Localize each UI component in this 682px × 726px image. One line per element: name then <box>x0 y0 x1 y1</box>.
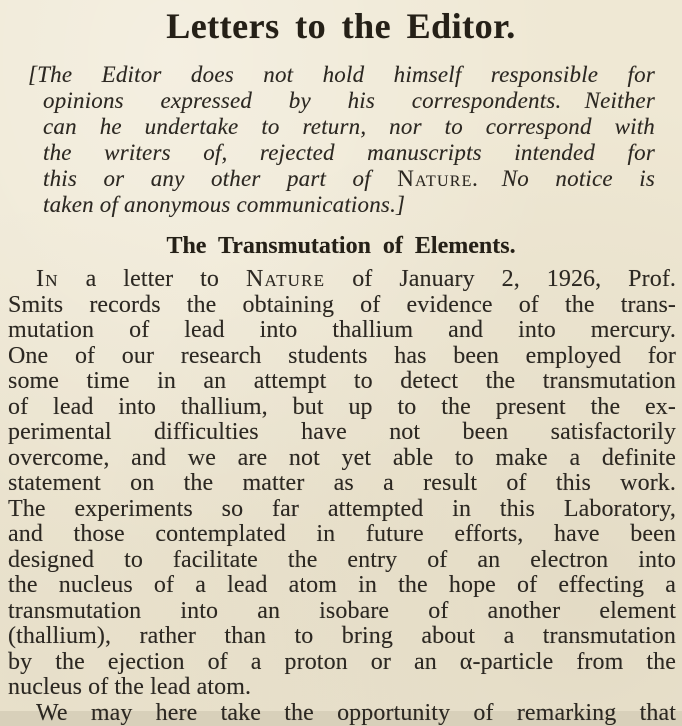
text-line: this or any other part of Nature. No notice is <box>28 166 655 192</box>
letter-heading: The Transmutation of Elements. <box>0 233 682 259</box>
text-line: Smits records the obtaining of evidence of the trans- <box>8 293 676 319</box>
text-line: can he undertake to return, nor to correspond with <box>28 114 655 140</box>
text-line: of lead into thallium, but up to the present the ex- <box>8 395 676 421</box>
text-line: designed to facilitate the entry of an electron into <box>8 548 676 574</box>
text-line: the writers of, rejected manuscripts intended for <box>28 140 655 166</box>
text-line: statement on the matter as a result of this work. <box>8 471 676 497</box>
small-caps-word: In <box>36 266 59 292</box>
text-line: overcome, and we are not yet able to make a definite <box>8 446 676 472</box>
text-line: nucleus of the lead atom. <box>8 675 676 701</box>
editor-disclaimer <box>28 62 655 218</box>
page-title: Letters to the Editor. <box>0 0 682 47</box>
text-line: transmutation into an isobare of another element <box>8 599 676 625</box>
text-line: the nucleus of a lead atom in the hope of effecting a <box>8 573 676 599</box>
clipped-text-line: We may here take the opportunity of remarking that <box>8 701 676 726</box>
text-line: some time in an attempt to detect the transmutation <box>8 369 676 395</box>
text-line: and those contemplated in future efforts, have been <box>8 522 676 548</box>
text-line: by the ejection of a proton or an α-particle from the <box>8 650 676 676</box>
text-line: One of our research students has been employed for <box>8 344 676 370</box>
text-line: (thallium), rather than to bring about a transmutation <box>8 624 676 650</box>
text-line: opinions expressed by his correspondents. Neither <box>28 88 655 114</box>
text-line: mutation of lead into thallium and into mercury. <box>8 318 676 344</box>
text-line: taken of anonymous communications.] <box>28 192 655 218</box>
text-line: [The Editor does not hold himself responsible for <box>28 62 655 88</box>
clipped-next-paragraph <box>8 701 676 726</box>
text-line: The experiments so far attempted in this Laboratory, <box>8 497 676 523</box>
small-caps-word: Nature <box>397 166 472 191</box>
text-line: perimental difficulties have not been satisfactorily <box>8 420 676 446</box>
text-line: In a letter to Nature of January 2, 1926, Prof. <box>8 267 676 293</box>
letter-body <box>8 267 676 701</box>
small-caps-word: Nature <box>246 266 325 292</box>
